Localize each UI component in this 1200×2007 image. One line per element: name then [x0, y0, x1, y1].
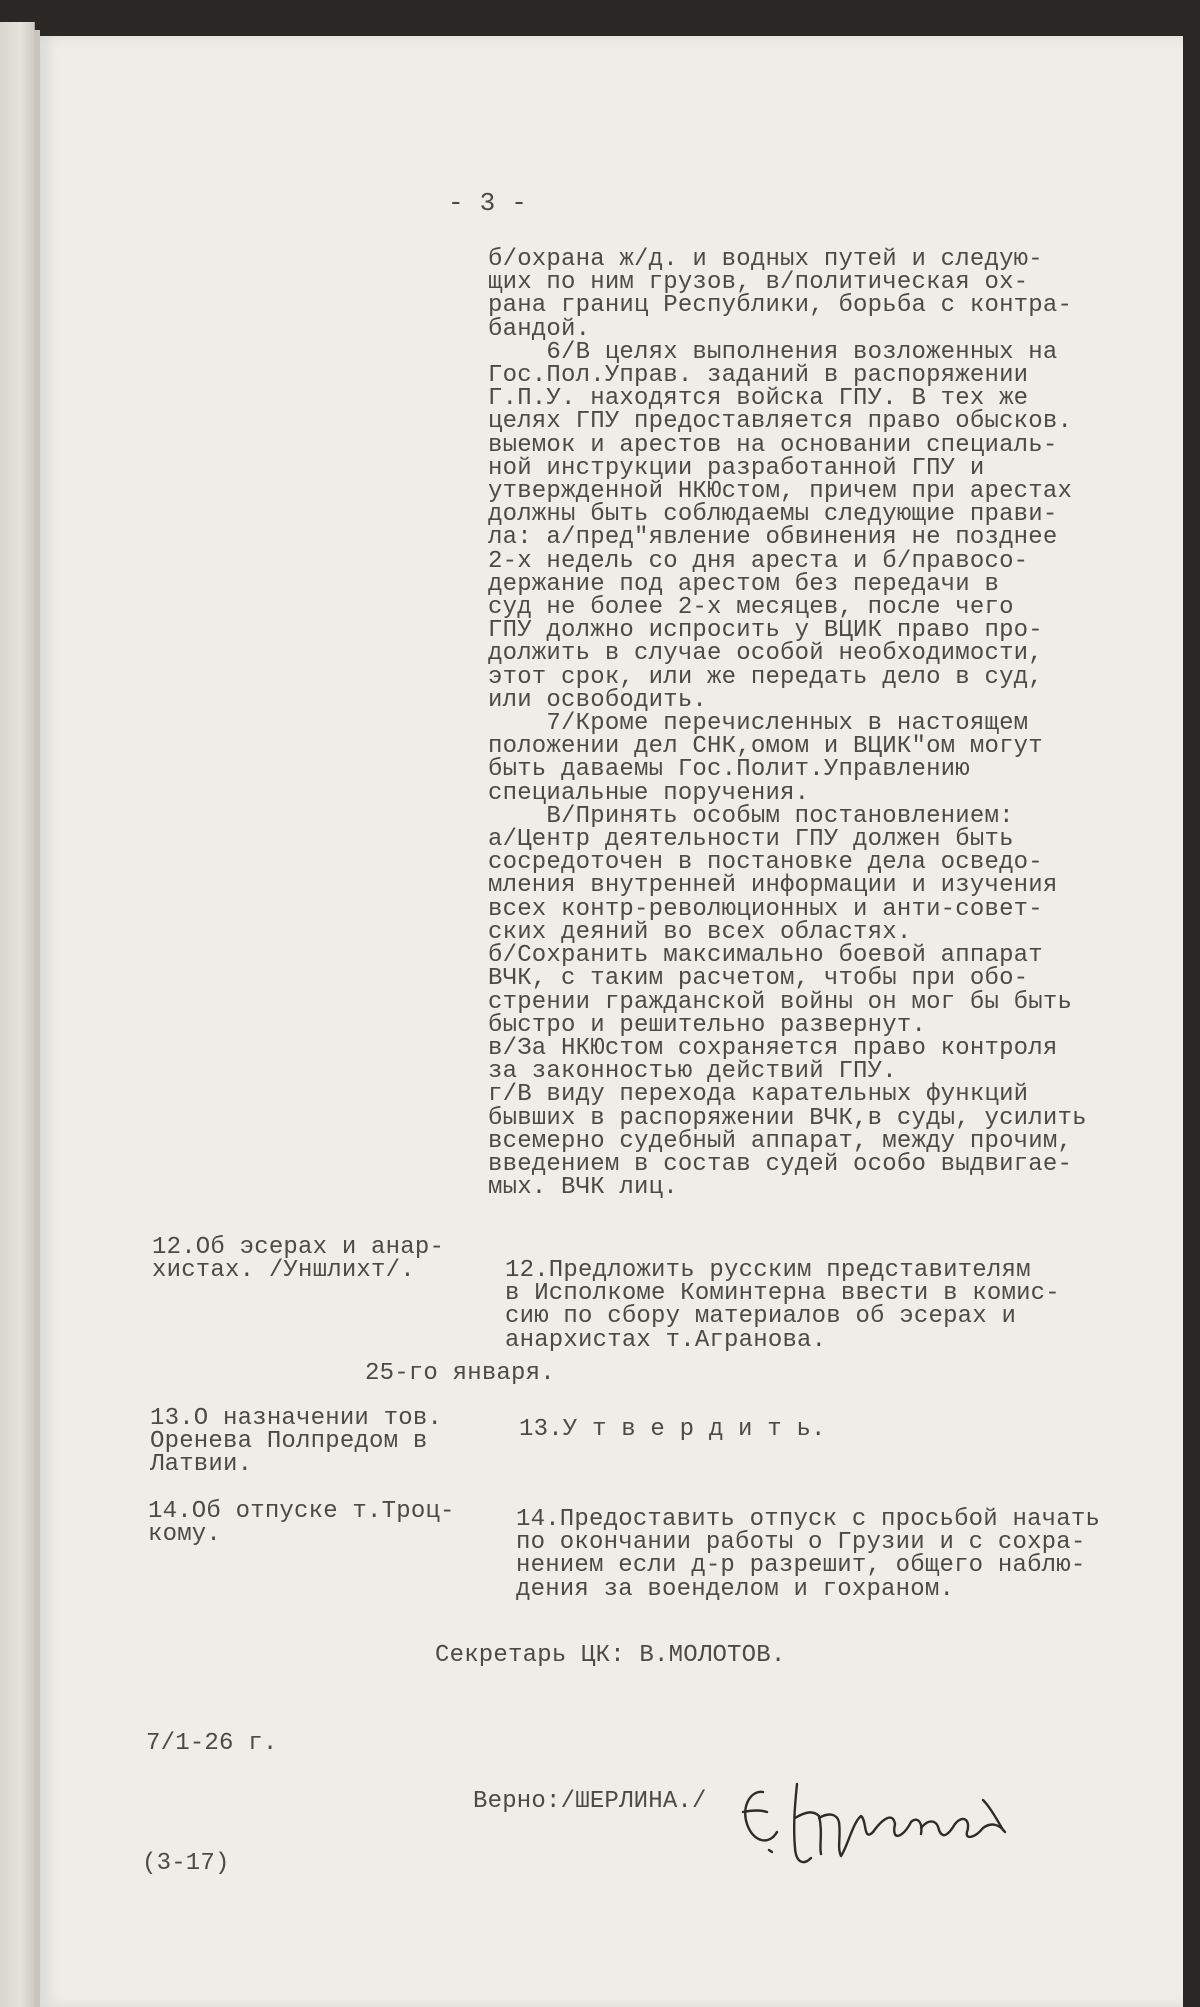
date-heading: 25-го января.: [365, 1360, 555, 1387]
resolution-continuation-text: б/охрана ж/д. и водных путей и следую- щих по ним грузов, в/политическая ох- рана границ Республики, борьба с контра- бандой. 6/В целях выполнения возложенных на Гос.Пол.Управ. заданий в распоряжении Г.П.У. находятся войска ГПУ. В тех же целях ГПУ предоставляется право обысков. выемок и арестов на основании специаль- ной инструкции разработанной ГПУ и утвержденной НКЮстом, причем при арестах должны быть соблюдаемы следующие прави- ла: а/пред"явление обвинения не позднее 2-х недель со дня ареста и б/правосо- держание под арестом без передачи в суд не более 2-х месяцев, после чего ГПУ должно испросить у ВЦИК право про- должить в случае особой необходимости, этот срок, или же передать дело в суд, или освободить. 7/Кроме перечисленных в настоящем положении дел СНК,омом и ВЦИК"ом могут быть даваемы Гос.Полит.Управлению специальные поручения. В/Принять особым постановлением: а/Центр деятельности ГПУ должен быть сосредоточен в постановке дела осведо- мления внутренней информации и изучения всех контр-революционных и анти-совет- ских деяний во всех областях. б/Сохранить максимально боевой аппарат ВЧК, с таким расчетом, чтобы при обо- стрении гражданской войны он мог бы быть быстро и решительно развернут. в/За НКЮстом сохраняется право контроля за законностью действий ГПУ. г/В виду перехода карательных функций бывших в распоряжении ВЧК,в суды, усилить всемерно судебный аппарат, между прочим, введением в состав судей особо выдвигае- мых. ВЧК лиц.: [488, 246, 1087, 1202]
agenda-question-14: 14.Об отпуске т.Троц- кому.: [148, 1498, 455, 1549]
certified-copy-line: Верно:/ШЕРЛИНА./: [473, 1788, 707, 1815]
underlying-page-edge: [0, 22, 35, 2007]
page-number: - 3 -: [448, 188, 528, 218]
agenda-decision-13: 13.У т в е р д и т ь.: [519, 1416, 826, 1443]
secretary-signature-line: Секретарь ЦК: В.МОЛОТОВ.: [435, 1642, 786, 1669]
agenda-decision-14: 14.Предоставить отпуск с просьбой начать по окончании работы о Грузии и с сохра- нением если д-р разрешит, общего наблю- дения за военделом и гохраном.: [516, 1506, 1101, 1603]
handwritten-signature: [733, 1762, 1025, 1882]
agenda-question-13: 13.О назначении тов. Оренева Полпредом в Латвии.: [150, 1405, 443, 1479]
document-date: 7/1-26 г.: [146, 1730, 278, 1757]
agenda-question-12: 12.Об эсерах и анар- хистах. /Уншлихт/.: [152, 1234, 445, 1285]
agenda-decision-12: 12.Предложить русским представителям в Исполкоме Коминтерна ввести в комис- сию по сбору материалов об эсерах и анархистах т.Агранова.: [505, 1257, 1060, 1354]
archive-code: (3-17): [142, 1850, 230, 1877]
